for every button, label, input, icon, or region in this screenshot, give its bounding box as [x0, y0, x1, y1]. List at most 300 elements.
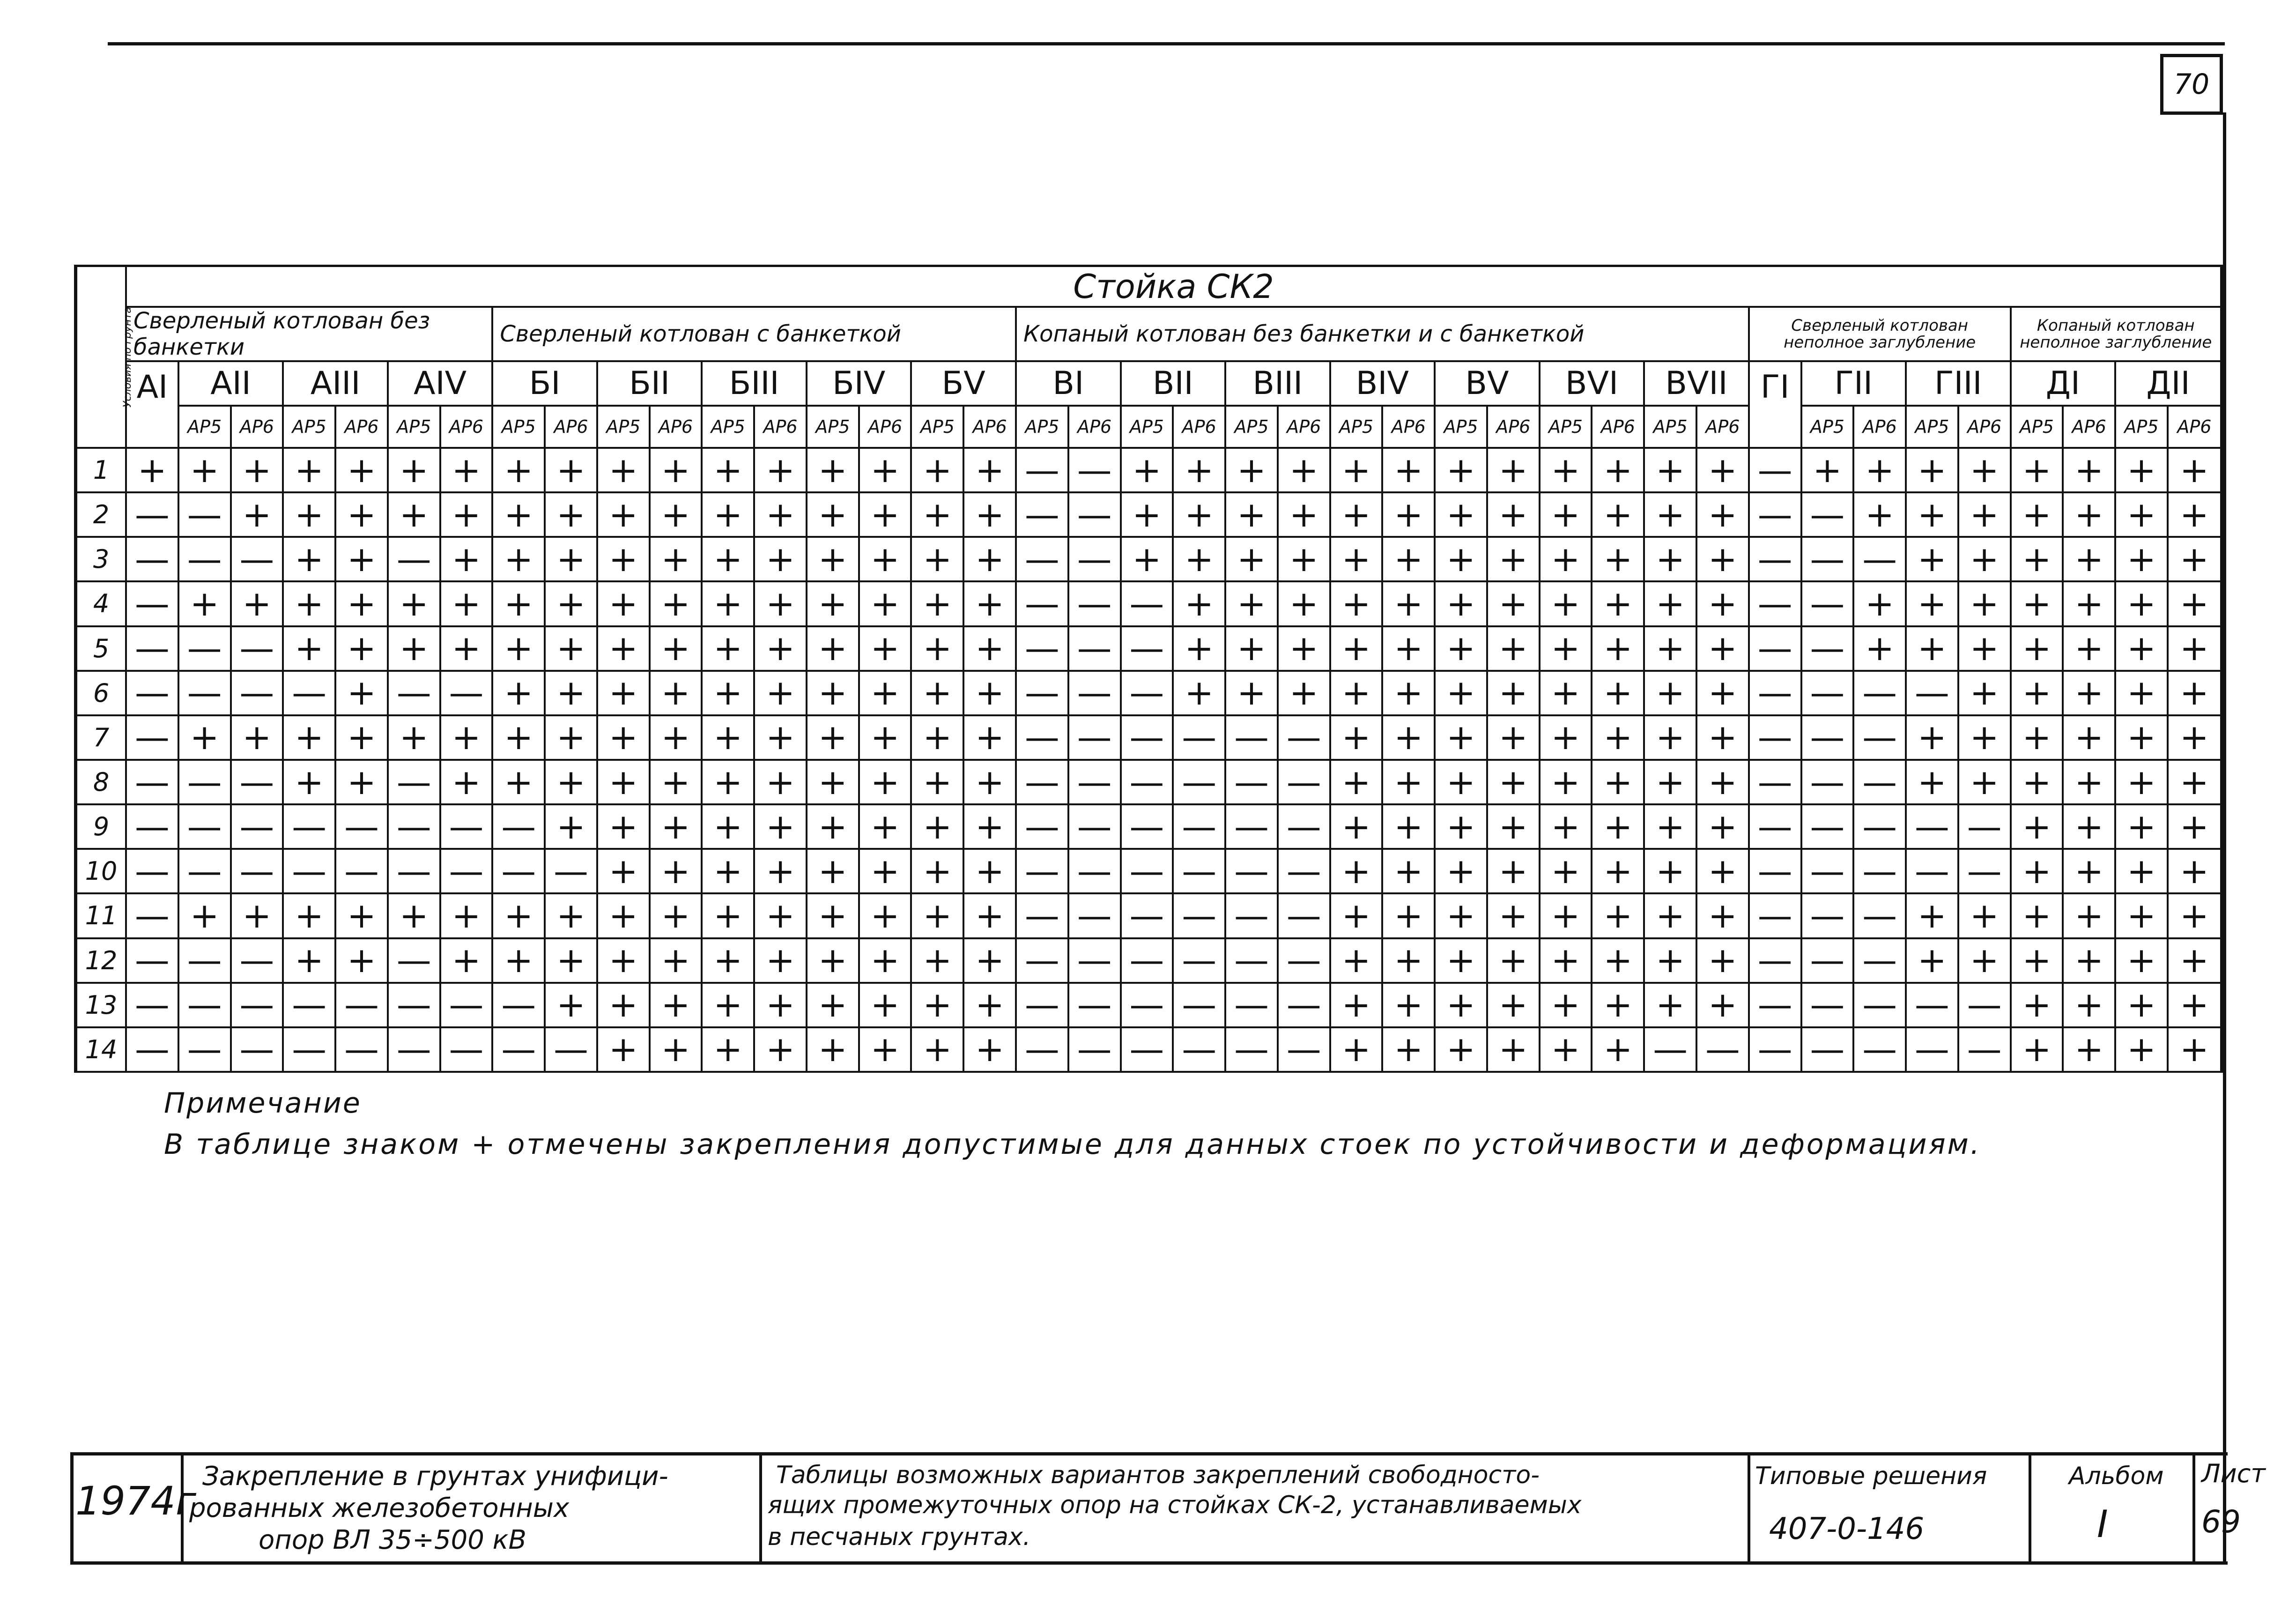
- table-cell: +: [754, 448, 807, 492]
- table-cell: —: [1068, 938, 1121, 983]
- sheet-number: 70: [2160, 54, 2223, 115]
- row-header-cell: [77, 267, 133, 448]
- table-cell: —: [178, 760, 231, 804]
- scheme-header: АIII: [283, 361, 388, 406]
- table-cell: +: [1278, 581, 1330, 626]
- table-cell: —: [1278, 760, 1330, 804]
- table-cell: +: [492, 626, 545, 671]
- table-cell: +: [1435, 581, 1487, 626]
- mark-header: АР5: [492, 406, 545, 448]
- table-cell: —: [1068, 581, 1121, 626]
- table-cell: +: [1906, 893, 1958, 938]
- table-cell: —: [1749, 1027, 1801, 1072]
- table-cell: +: [335, 760, 388, 804]
- table-cell: +: [597, 537, 650, 581]
- description-line-3: в песчаных грунтах.: [768, 1523, 1031, 1551]
- table-cell: +: [1330, 1027, 1383, 1072]
- table-cell: +: [283, 626, 335, 671]
- table-cell: +: [1906, 760, 1958, 804]
- table-cell: +: [2115, 448, 2168, 492]
- table-cell: +: [1592, 537, 1644, 581]
- table-cell: +: [650, 671, 702, 715]
- table-cell: +: [1906, 581, 1958, 626]
- table-cell: +: [1382, 849, 1435, 893]
- table-cell: +: [2063, 626, 2115, 671]
- row-number: 11: [77, 893, 126, 938]
- table-cell: +: [754, 581, 807, 626]
- table-cell: +: [1906, 938, 1958, 983]
- table-cell: +: [388, 715, 440, 760]
- table-cell: —: [545, 1027, 597, 1072]
- mark-header: АР5: [1801, 406, 1854, 448]
- scheme-header: ВI: [1016, 361, 1121, 406]
- table-cell: —: [1749, 849, 1801, 893]
- table-cell: —: [1801, 537, 1854, 581]
- table-row: [77, 760, 2220, 804]
- table-cell: +: [702, 804, 754, 849]
- table-cell: —: [1749, 938, 1801, 983]
- table-cell: +: [754, 671, 807, 715]
- mark-header: АР6: [754, 406, 807, 448]
- table-cell: +: [440, 938, 493, 983]
- table-cell: —: [283, 983, 335, 1027]
- table-cell: +: [859, 626, 911, 671]
- table-cell: +: [1382, 760, 1435, 804]
- table-cell: +: [1906, 492, 1958, 537]
- table-cell: —: [1016, 804, 1068, 849]
- table-row: [77, 938, 2220, 983]
- description-line-1: Таблицы возможных вариантов закреплений свободносто-: [776, 1461, 1540, 1489]
- table-cell: +: [1958, 581, 2011, 626]
- subject-line-1: Закрепление в грунтах унифици-: [202, 1461, 668, 1492]
- table-cell: —: [231, 1027, 283, 1072]
- table-cell: +: [178, 893, 231, 938]
- table-cell: +: [1382, 715, 1435, 760]
- table-cell: —: [1749, 492, 1801, 537]
- table-cell: —: [1644, 1027, 1696, 1072]
- table-cell: +: [2115, 804, 2168, 849]
- table-cell: +: [754, 492, 807, 537]
- sheet-value: 69: [2201, 1504, 2241, 1540]
- table-cell: +: [859, 448, 911, 492]
- table-cell: —: [335, 983, 388, 1027]
- table-cell: —: [1121, 893, 1173, 938]
- table-cell: +: [1540, 938, 1592, 983]
- table-cell: —: [1801, 849, 1854, 893]
- table-cell: +: [231, 715, 283, 760]
- table-row: [77, 804, 2220, 849]
- series-label: Типовые решения: [1755, 1462, 1987, 1490]
- table-cell: +: [1278, 492, 1330, 537]
- table-cell: +: [1487, 938, 1540, 983]
- table-cell: —: [388, 983, 440, 1027]
- table-cell: +: [963, 581, 1016, 626]
- table-cell: +: [1592, 581, 1644, 626]
- table-cell: +: [440, 537, 493, 581]
- table-cell: —: [1121, 671, 1173, 715]
- table-cell: +: [1225, 626, 1278, 671]
- anchoring-table: [74, 265, 2223, 1073]
- table-cell: +: [754, 626, 807, 671]
- table-cell: +: [492, 581, 545, 626]
- table-cell: +: [2011, 849, 2063, 893]
- mark-header: АР6: [335, 406, 388, 448]
- table-cell: —: [178, 983, 231, 1027]
- scheme-header: ВIV: [1330, 361, 1435, 406]
- mark-header: АР6: [2063, 406, 2115, 448]
- table-cell: —: [1173, 760, 1225, 804]
- table-cell: —: [1068, 983, 1121, 1027]
- table-cell: +: [1173, 492, 1225, 537]
- mark-header: АР5: [1225, 406, 1278, 448]
- table-cell: +: [1644, 938, 1696, 983]
- table-cell: +: [1382, 1027, 1435, 1072]
- table-cell: —: [335, 804, 388, 849]
- table-cell: +: [859, 893, 911, 938]
- table-cell: —: [1016, 1027, 1068, 1072]
- table-cell: +: [231, 893, 283, 938]
- table-cell: +: [1487, 804, 1540, 849]
- table-cell: +: [1487, 492, 1540, 537]
- table-cell: +: [2168, 581, 2220, 626]
- table-cell: +: [807, 983, 859, 1027]
- table-cell: +: [597, 760, 650, 804]
- table-cell: +: [388, 448, 440, 492]
- table-cell: —: [1173, 715, 1225, 760]
- row-number: 4: [77, 581, 126, 626]
- sheet-label: Лист: [2201, 1459, 2266, 1488]
- table-cell: —: [126, 760, 178, 804]
- table-cell: +: [597, 893, 650, 938]
- table-cell: +: [911, 537, 963, 581]
- table-cell: +: [1958, 626, 2011, 671]
- table-cell: +: [2115, 492, 2168, 537]
- table-cell: —: [1225, 715, 1278, 760]
- table-cell: —: [1016, 671, 1068, 715]
- table-cell: —: [1068, 492, 1121, 537]
- table-cell: +: [911, 760, 963, 804]
- table-cell: —: [1801, 626, 1854, 671]
- table-cell: —: [1801, 893, 1854, 938]
- table-cell: +: [1330, 893, 1383, 938]
- table-cell: +: [1225, 448, 1278, 492]
- table-cell: +: [2168, 671, 2220, 715]
- table-cell: +: [1487, 893, 1540, 938]
- table-cell: +: [597, 983, 650, 1027]
- table-cell: +: [754, 760, 807, 804]
- table-cell: +: [1435, 715, 1487, 760]
- table-cell: —: [1801, 804, 1854, 849]
- table-cell: +: [1540, 849, 1592, 893]
- year-cell: [74, 1455, 196, 1561]
- table-cell: —: [1749, 448, 1801, 492]
- row-number: 13: [77, 983, 126, 1027]
- table-cell: —: [1749, 626, 1801, 671]
- table-cell: +: [1906, 537, 1958, 581]
- table-cell: +: [1644, 893, 1696, 938]
- mark-header: АР6: [1853, 406, 1906, 448]
- table-cell: —: [1749, 760, 1801, 804]
- table-cell: +: [2063, 938, 2115, 983]
- table-cell: +: [963, 492, 1016, 537]
- table-cell: +: [1644, 804, 1696, 849]
- table-cell: +: [650, 983, 702, 1027]
- table-cell: +: [1696, 804, 1749, 849]
- table-cell: —: [1801, 983, 1854, 1027]
- table-cell: —: [231, 537, 283, 581]
- table-cell: —: [1749, 715, 1801, 760]
- table-cell: —: [1749, 983, 1801, 1027]
- table-cell: +: [178, 581, 231, 626]
- table-cell: +: [807, 938, 859, 983]
- table-cell: —: [1121, 849, 1173, 893]
- mark-header: АР6: [1382, 406, 1435, 448]
- row-number: 7: [77, 715, 126, 760]
- table-cell: +: [911, 448, 963, 492]
- scheme-header: АII: [178, 361, 283, 406]
- mark-header: АР5: [2115, 406, 2168, 448]
- table-cell: +: [963, 849, 1016, 893]
- table-cell: —: [178, 671, 231, 715]
- mark-header: АР5: [1906, 406, 1958, 448]
- table-cell: —: [126, 804, 178, 849]
- table-cell: +: [1696, 760, 1749, 804]
- table-cell: +: [1173, 671, 1225, 715]
- table-cell: +: [2063, 760, 2115, 804]
- table-cell: +: [2168, 760, 2220, 804]
- table-cell: +: [283, 938, 335, 983]
- mark-header: АР6: [859, 406, 911, 448]
- table-cell: +: [807, 626, 859, 671]
- table-cell: —: [283, 671, 335, 715]
- table-cell: —: [1749, 804, 1801, 849]
- table-cell: +: [911, 492, 963, 537]
- table-cell: +: [1644, 849, 1696, 893]
- table-cell: +: [1330, 938, 1383, 983]
- table-cell: —: [440, 849, 493, 893]
- table-cell: —: [1696, 1027, 1749, 1072]
- table-cell: +: [807, 492, 859, 537]
- scheme-header: БI: [492, 361, 597, 406]
- table-cell: —: [1958, 983, 2011, 1027]
- table-cell: +: [963, 715, 1016, 760]
- table-cell: +: [1540, 893, 1592, 938]
- table-cell: +: [2011, 715, 2063, 760]
- table-cell: +: [1696, 893, 1749, 938]
- table-cell: —: [1068, 1027, 1121, 1072]
- table-cell: +: [440, 492, 493, 537]
- table-cell: +: [807, 849, 859, 893]
- table-cell: +: [754, 983, 807, 1027]
- table-cell: —: [440, 804, 493, 849]
- table-cell: +: [2011, 804, 2063, 849]
- mark-header-row: [77, 406, 2220, 448]
- scheme-header: АIV: [388, 361, 493, 406]
- table-cell: —: [1853, 671, 1906, 715]
- table-cell: —: [283, 849, 335, 893]
- table-cell: +: [911, 938, 963, 983]
- table-cell: +: [1696, 938, 1749, 983]
- table-cell: +: [1382, 537, 1435, 581]
- table-cell: +: [1382, 492, 1435, 537]
- table-cell: —: [1853, 983, 1906, 1027]
- table-cell: +: [597, 804, 650, 849]
- table-cell: +: [2168, 626, 2220, 671]
- frame-right-line: [2223, 112, 2226, 1565]
- table-cell: —: [1068, 760, 1121, 804]
- table-cell: +: [2011, 760, 2063, 804]
- table-cell: —: [126, 492, 178, 537]
- table-cell: +: [1435, 537, 1487, 581]
- table-cell: +: [963, 938, 1016, 983]
- table-cell: +: [335, 893, 388, 938]
- table-cell: +: [963, 626, 1016, 671]
- table-cell: +: [2011, 938, 2063, 983]
- table-cell: +: [388, 893, 440, 938]
- table-cell: +: [2063, 581, 2115, 626]
- table-title-row: [77, 267, 2220, 307]
- mark-header: АР5: [283, 406, 335, 448]
- table-cell: —: [1801, 581, 1854, 626]
- table-cell: +: [1592, 448, 1644, 492]
- table-cell: +: [1330, 537, 1383, 581]
- table-cell: +: [2115, 715, 2168, 760]
- table-cell: +: [650, 492, 702, 537]
- table-cell: +: [2115, 626, 2168, 671]
- scheme-header: ВIII: [1225, 361, 1330, 406]
- row-number: 12: [77, 938, 126, 983]
- table-cell: +: [492, 671, 545, 715]
- table-cell: +: [1801, 448, 1854, 492]
- table-cell: —: [1173, 893, 1225, 938]
- table-cell: +: [231, 581, 283, 626]
- table-cell: —: [1958, 804, 2011, 849]
- table-cell: +: [1540, 804, 1592, 849]
- table-cell: —: [231, 938, 283, 983]
- table-cell: +: [1592, 893, 1644, 938]
- table-cell: +: [963, 537, 1016, 581]
- table-cell: +: [1173, 581, 1225, 626]
- table-cell: +: [2011, 893, 2063, 938]
- table-cell: —: [492, 849, 545, 893]
- table-cell: +: [388, 581, 440, 626]
- table-cell: +: [2011, 983, 2063, 1027]
- table-cell: —: [335, 1027, 388, 1072]
- scheme-header: ГI: [1749, 361, 1801, 448]
- table-cell: +: [1435, 760, 1487, 804]
- table-cell: +: [1487, 626, 1540, 671]
- mark-header: АР5: [1540, 406, 1592, 448]
- table-cell: +: [1592, 938, 1644, 983]
- group-header-row: [77, 307, 2220, 361]
- table-cell: +: [859, 983, 911, 1027]
- table-cell: +: [702, 849, 754, 893]
- table-cell: +: [859, 671, 911, 715]
- table-cell: +: [492, 537, 545, 581]
- table-cell: +: [283, 715, 335, 760]
- mark-header: АР6: [1592, 406, 1644, 448]
- table-cell: +: [2115, 983, 2168, 1027]
- table-row: [77, 626, 2220, 671]
- table-cell: —: [1068, 804, 1121, 849]
- table-cell: +: [807, 581, 859, 626]
- table-cell: +: [2063, 671, 2115, 715]
- table-cell: —: [1016, 938, 1068, 983]
- table-cell: —: [440, 671, 493, 715]
- table-cell: +: [807, 1027, 859, 1072]
- table-cell: —: [1278, 938, 1330, 983]
- table-cell: —: [126, 626, 178, 671]
- table-cell: +: [1540, 537, 1592, 581]
- table-cell: +: [1173, 448, 1225, 492]
- table-cell: —: [231, 626, 283, 671]
- table-cell: +: [545, 626, 597, 671]
- table-cell: +: [859, 849, 911, 893]
- table-cell: +: [2168, 1027, 2220, 1072]
- table-cell: +: [597, 492, 650, 537]
- table-cell: +: [1644, 537, 1696, 581]
- table-cell: +: [1644, 715, 1696, 760]
- table-cell: +: [702, 537, 754, 581]
- description-cell: [762, 1455, 1750, 1561]
- table-cell: +: [702, 715, 754, 760]
- table-cell: +: [492, 938, 545, 983]
- table-cell: +: [1330, 760, 1383, 804]
- table-cell: +: [283, 760, 335, 804]
- table-cell: +: [440, 715, 493, 760]
- table-cell: —: [1068, 537, 1121, 581]
- table-cell: +: [859, 938, 911, 983]
- table-cell: +: [335, 938, 388, 983]
- scheme-header-row: [77, 361, 2220, 406]
- table-cell: +: [492, 715, 545, 760]
- table-cell: +: [2115, 537, 2168, 581]
- table-cell: —: [1016, 983, 1068, 1027]
- scheme-header: ВVII: [1644, 361, 1749, 406]
- table-row: [77, 715, 2220, 760]
- table-cell: +: [1487, 983, 1540, 1027]
- table-cell: —: [1016, 760, 1068, 804]
- scheme-header: БV: [911, 361, 1016, 406]
- table-cell: +: [859, 537, 911, 581]
- table-cell: +: [702, 448, 754, 492]
- table-cell: —: [1906, 1027, 1958, 1072]
- table-cell: +: [2168, 448, 2220, 492]
- table-cell: +: [911, 626, 963, 671]
- table-cell: +: [1330, 581, 1383, 626]
- group-header: Сверленый котлован неполное заглубление: [1749, 307, 2011, 361]
- table-cell: —: [1225, 849, 1278, 893]
- table-cell: +: [1330, 671, 1383, 715]
- table-cell: +: [545, 492, 597, 537]
- table-cell: +: [2011, 448, 2063, 492]
- table-cell: —: [1749, 537, 1801, 581]
- table-cell: +: [1278, 448, 1330, 492]
- table-cell: +: [440, 581, 493, 626]
- table-cell: +: [963, 893, 1016, 938]
- table-cell: +: [545, 581, 597, 626]
- table-cell: +: [1382, 626, 1435, 671]
- table-cell: —: [1853, 537, 1906, 581]
- table-cell: +: [1696, 671, 1749, 715]
- mark-header: АР6: [231, 406, 283, 448]
- table-cell: +: [911, 849, 963, 893]
- table-cell: —: [1121, 983, 1173, 1027]
- table-cell: +: [1592, 1027, 1644, 1072]
- table-cell: —: [1068, 715, 1121, 760]
- scheme-header: БII: [597, 361, 702, 406]
- table-cell: +: [545, 938, 597, 983]
